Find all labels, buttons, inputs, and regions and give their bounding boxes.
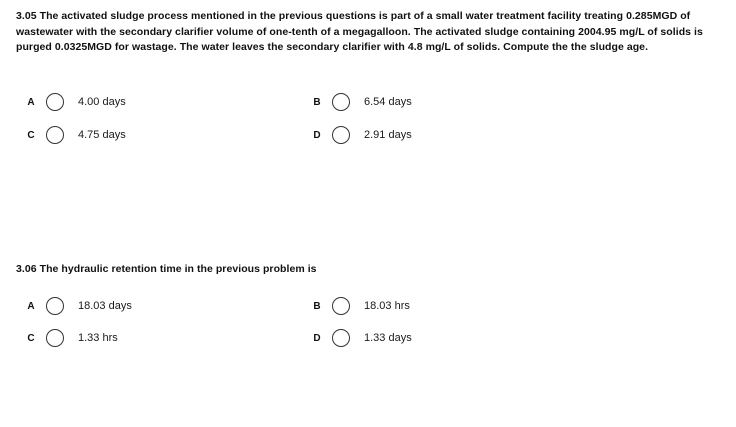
option-b[interactable] bbox=[310, 91, 412, 113]
option-label: 2.91 days bbox=[364, 129, 412, 141]
option-c[interactable] bbox=[24, 124, 126, 146]
option-label: 18.03 days bbox=[78, 300, 132, 312]
option-a[interactable] bbox=[24, 295, 132, 317]
option-letter: B bbox=[313, 300, 321, 312]
option-b[interactable] bbox=[310, 295, 410, 317]
option-label: 1.33 hrs bbox=[78, 332, 118, 344]
option-letter: A bbox=[27, 96, 35, 108]
option-letter: D bbox=[313, 129, 321, 141]
option-label: 4.75 days bbox=[78, 129, 126, 141]
option-letter: B bbox=[313, 96, 321, 108]
question-text: 3.05 The activated sludge process mentioned in the previous questions is part of a small water treatment facility treating 0.285MGD of wastewater with the secondary clarifier volume of one-tenth of a megagalloon. The activated sludge containing 2004.95 mg/L of solids is purged 0.0325MGD for wastage. The water leaves the secondary clarifier with 4.8 mg/L of solids. Compute the the sludge age. bbox=[16, 10, 703, 53]
option-c[interactable] bbox=[24, 327, 118, 349]
option-label: 18.03 hrs bbox=[364, 300, 410, 312]
option-letter: D bbox=[313, 332, 321, 344]
option-letter: A bbox=[27, 300, 35, 312]
radio-button[interactable] bbox=[332, 93, 350, 111]
radio-button[interactable] bbox=[46, 297, 64, 315]
option-label: 4.00 days bbox=[78, 96, 126, 108]
radio-button[interactable] bbox=[46, 126, 64, 144]
option-label: 1.33 days bbox=[364, 332, 412, 344]
radio-button[interactable] bbox=[332, 126, 350, 144]
option-d[interactable] bbox=[310, 327, 412, 349]
radio-button[interactable] bbox=[332, 329, 350, 347]
question-text: 3.06 The hydraulic retention time in the previous problem is bbox=[16, 263, 317, 275]
option-label: 6.54 days bbox=[364, 96, 412, 108]
radio-button[interactable] bbox=[332, 297, 350, 315]
radio-button[interactable] bbox=[46, 93, 64, 111]
radio-button[interactable] bbox=[46, 329, 64, 347]
option-letter: C bbox=[27, 129, 35, 141]
option-d[interactable] bbox=[310, 124, 412, 146]
option-a[interactable] bbox=[24, 91, 126, 113]
option-letter: C bbox=[27, 332, 35, 344]
